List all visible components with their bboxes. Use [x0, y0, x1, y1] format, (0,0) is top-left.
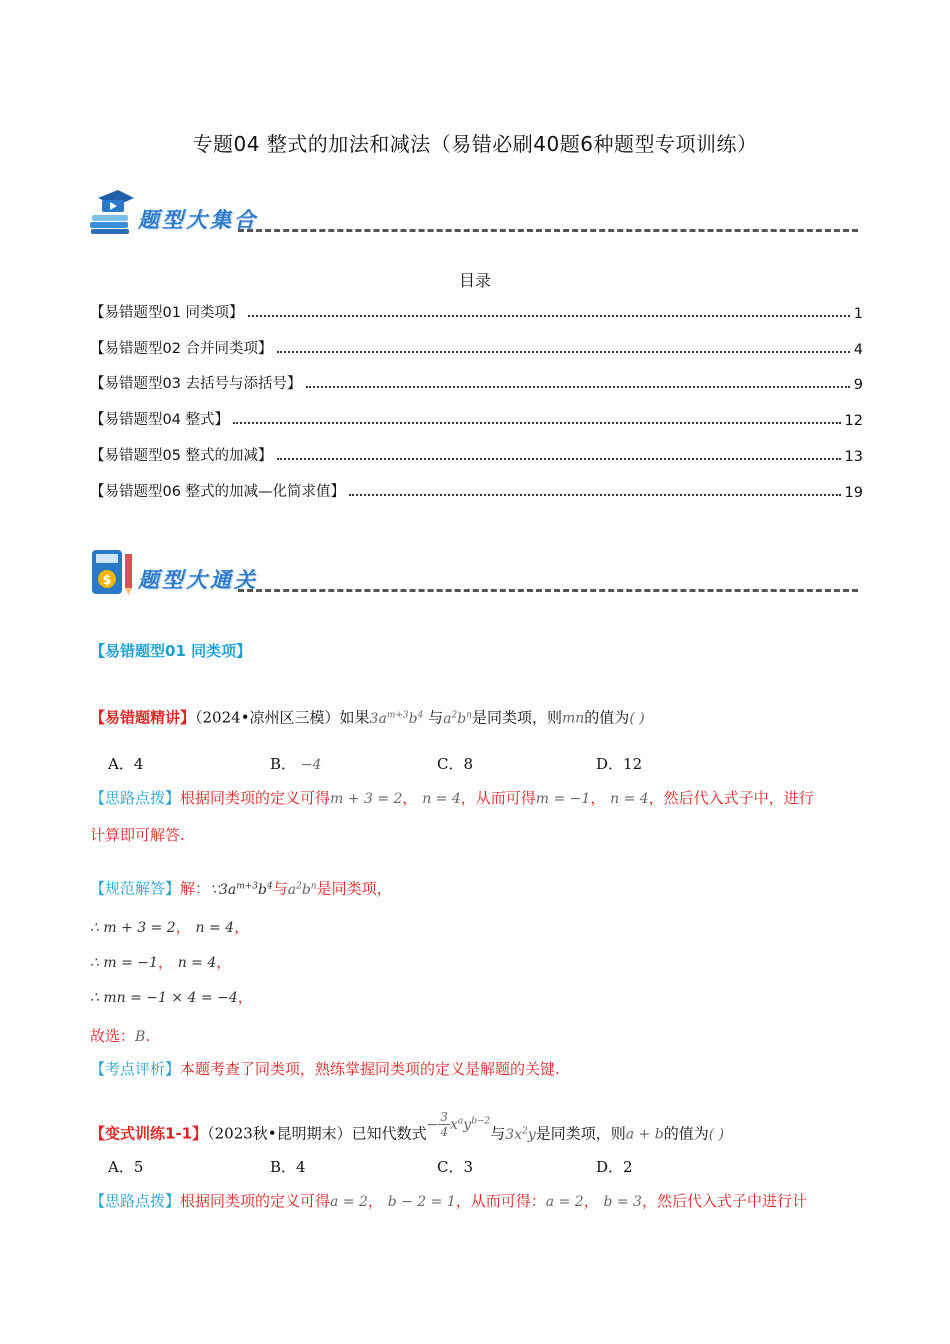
answer-step-1: ∴ m + 3 = 2， n = 4， — [90, 918, 250, 936]
section-heading: 【易错题型01 同类项】 — [90, 642, 252, 660]
question-tag: 【变式训练1-1】 — [90, 1124, 208, 1143]
question-1 — [90, 704, 645, 730]
option-d[interactable]: D．2 — [596, 1158, 633, 1176]
math-expr: $a^2b^n$ — [443, 710, 472, 727]
option-a[interactable]: A．4 — [108, 755, 144, 773]
question-tag: 【易错题精讲】 — [90, 708, 196, 727]
comment-tag: 【考点评析】 — [90, 1060, 181, 1078]
answer-tag: 【规范解答】 — [90, 879, 181, 898]
toc-leader — [277, 458, 841, 460]
hint-tag: 【思路点拨】 — [90, 789, 181, 807]
toc-entry-label: 【易错题型04 整式】 — [90, 412, 230, 428]
toc-title: 目录 — [458, 271, 491, 290]
toc-leader — [277, 351, 850, 353]
toc-leader — [306, 386, 850, 388]
text: 与 — [428, 708, 444, 727]
calculator-pencil-icon — [88, 548, 136, 596]
banner-text: 题型大通关 — [138, 567, 258, 592]
toc-entry[interactable] — [90, 300, 863, 322]
toc-entry-label: 【易错题型01 同类项】 — [90, 305, 244, 321]
toc-page-number: 12 — [844, 413, 863, 429]
answer-step-3: ∴ mn = −1 × 4 = −4， — [90, 988, 253, 1006]
option-b[interactable]: B． −4 — [270, 755, 322, 773]
math-expr: $3a^{m+3}b^4$ — [369, 710, 424, 727]
text: 是同类项，则 — [471, 708, 562, 727]
option-c[interactable]: C．8 — [437, 755, 474, 773]
option-a[interactable]: A．5 — [108, 1158, 144, 1176]
banner-question-types — [88, 188, 858, 238]
banner-question-practice — [88, 548, 858, 598]
answer-choice: 故选：B. — [90, 1027, 151, 1045]
hint-2: 【思路点拨】根据同类项的定义可得a = 2， b − 2 = 1，从而可得：a = 2， b = 3，然后代入式子中进行计 — [90, 1192, 807, 1210]
question-source: （2024•凉州区三模）如果 — [195, 708, 370, 727]
toc-page-number: 13 — [844, 449, 863, 465]
toc-entry-label: 【易错题型05 整式的加减】 — [90, 448, 273, 464]
answer-blank: ( ) — [629, 710, 645, 727]
hint-1: 【思路点拨】根据同类项的定义可得m + 3 = 2， n = 4，从而可得m = −1， n = 4，然后代入式子中，进行 — [90, 789, 814, 807]
toc-page-number: 4 — [853, 342, 863, 358]
toc-page-number: 1 — [853, 306, 863, 322]
toc-entry-label: 【易错题型06 整式的加减—化简求值】 — [90, 484, 346, 500]
option-d[interactable]: D．12 — [596, 755, 643, 773]
hint-tag: 【思路点拨】 — [90, 1192, 181, 1210]
comment-1: 【考点评析】本题考查了同类项，熟练掌握同类项的定义是解题的关键. — [90, 1060, 560, 1078]
banner-text: 题型大集合 — [138, 207, 258, 232]
divider — [238, 229, 858, 232]
toc-leader — [349, 494, 840, 496]
divider — [238, 589, 858, 592]
toc-entry[interactable] — [90, 407, 863, 429]
toc-leader — [248, 315, 850, 317]
toc-entry-label: 【易错题型03 去括号与添括号】 — [90, 376, 302, 392]
option-c[interactable]: C．3 — [437, 1158, 474, 1176]
document-title: 专题04 整式的加法和减法（易错必刷40题6种题型专项训练） — [192, 132, 758, 156]
toc-entry[interactable] — [90, 371, 863, 393]
toc-entry-label: 【易错题型02 合并同类项】 — [90, 341, 273, 357]
text: 的值为 — [584, 708, 630, 727]
hint-1-continued: 计算即可解答. — [90, 826, 185, 844]
toc-entry[interactable] — [90, 336, 863, 358]
math-expr: mn — [562, 710, 585, 727]
answer-1-header: 【规范解答】解：$\because 3a^{m+3}b^4$与$a^2b^n$是同类项， — [90, 879, 392, 898]
graduation-cap-books-icon — [88, 188, 136, 236]
question-2: 【变式训练1-1】（2023秋•昆明期末）已知代数式− $\frac{3}{4}$ $x^ay^{b-2}$与$3x^2y$是同类项，则a + b的值为( ) — [90, 1110, 725, 1143]
answer-step-2: ∴ m = −1， n = 4， — [90, 953, 232, 971]
svg-text:$: $ — [102, 573, 112, 588]
toc-entry[interactable] — [90, 443, 863, 465]
toc-page-number: 9 — [853, 377, 863, 393]
toc-page-number: 19 — [844, 485, 863, 501]
toc-entry[interactable] — [90, 479, 863, 501]
option-b[interactable]: B．4 — [270, 1158, 306, 1176]
toc-leader — [233, 422, 840, 424]
